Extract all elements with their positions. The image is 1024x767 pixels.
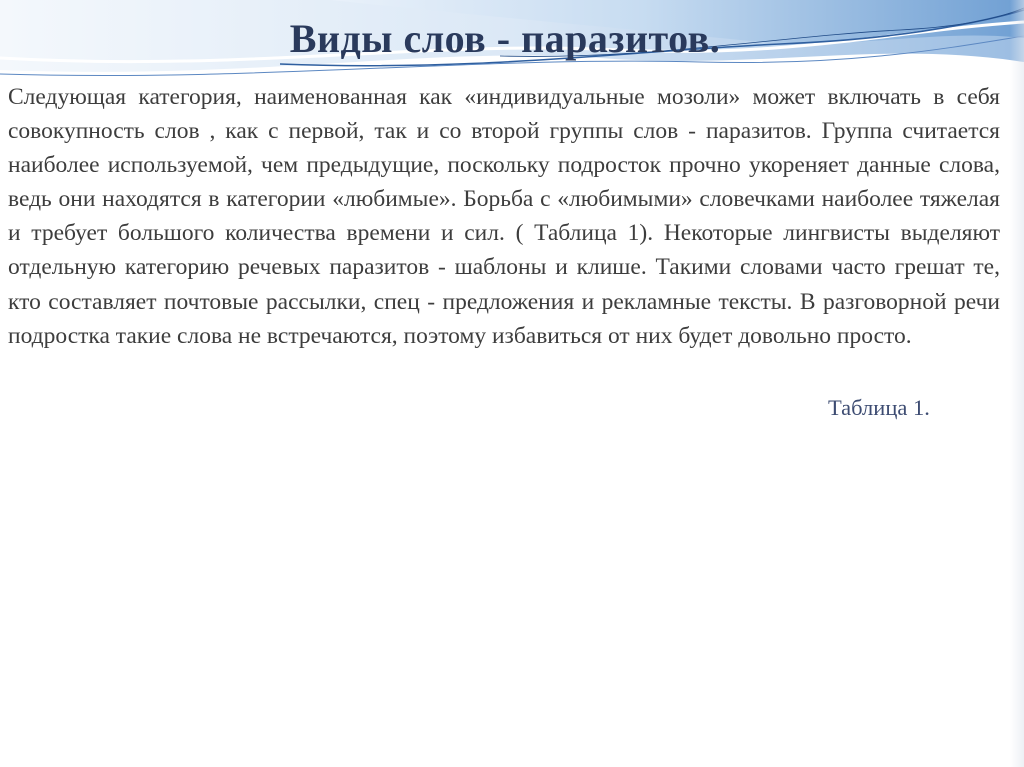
body-paragraph: Следующая категория, наименованная как «индивидуальные мозоли» может включать в себя совокупность слов , как с первой, так и со второй группы слов - паразитов. Группа считается наиболее используемой, чем предыдущие, поскольку подросток прочно укореняет данные слова, ведь они находятся в категории «любимые». Борьба с «любимыми» словечками наиболее тяжелая и требует большого количества времени и сил. ( Таблица 1). Некоторые лингвисты выделяют отдельную категорию речевых паразитов - шаблоны и клише. Такими словами часто грешат те, кто составляет почтовые рассылки, спец - предложения и рекламные тексты. В разговорной речи подростка такие слова не встречаются, поэтому избавиться от них будет довольно просто. bbox=[8, 84, 1000, 349]
table-caption: Таблица 1. bbox=[828, 395, 930, 420]
slide-title: Виды слов - паразитов. bbox=[289, 16, 721, 61]
right-edge-shadow bbox=[1010, 0, 1024, 767]
